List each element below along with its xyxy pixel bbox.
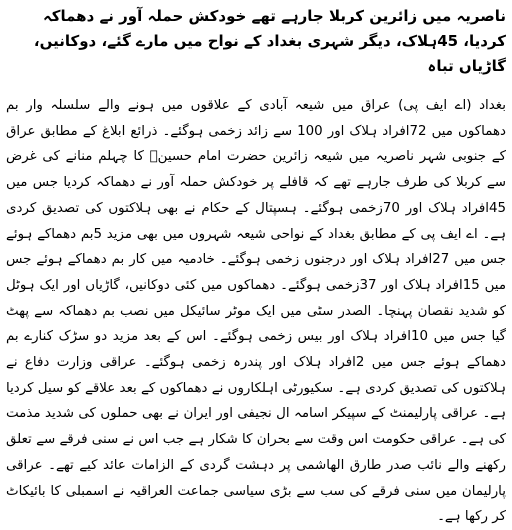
article-body: بغداد (اے ایف پی) عراق میں شیعہ آبادی کے علاقوں میں ہونے والے سلسلہ وار بم دھماکوں میں 72افراد ہلاک اور 100 سے زائد زخمی ہوگئے۔ ذرائع ابلاغ کے مطابق عراق کے جنوبی شہر ناصریہ میں شیعہ زائرین حضرت امام حسینؓ کا چہلم منانے کی غرض سے کربلا کی طرف جارہے تھے کہ قافلے پر خودکش حملہ آور نے دھماکہ کردیا جس میں 45افراد ہلاک اور 70زخمی ہوگئے۔ ہسپتال کے حکام نے بھی ہلاکتوں کی تصدیق کردی ہے۔ اے ایف پی کے مطابق بغداد کے نواحی شیعہ شہروں میں بھی مزید 5بم دھماکے ہوئے جس میں 27افراد ہلاک اور درجنوں زخمی ہوگئے۔ خادمیہ میں کار بم دھماکے ہوئے جس میں 15افراد ہلاک اور 37زخمی ہوگئے۔ دھماکوں میں کئی دوکانیں، گاڑیاں اور ایک ہوٹل کو شدید نقصان پہنچا۔ الصدر سٹی میں ایک موٹر سائیکل میں نصب بم دھماکہ سے پھٹ گیا جس میں 10افراد ہلاک اور بیس زخمی ہوگئے۔ اس کے بعد مزید دو سڑک کنارے بم دھماکے ہوئے جس میں 2افراد ہلاک اور پندرہ زخمی ہوگئے۔ عراقی وزارت دفاع نے ہلاکتوں کی تصدیق کردی ہے۔ سکیورٹی اہلکاروں نے دھماکوں کے بعد علاقے کو سیل کردیا ہے۔ عراقی پارلیمنٹ کے سپیکر اسامہ ال نجیفی اور ایران نے بھی حملوں کی شدید مذمت کی ہے۔ عراقی حکومت اس وقت سے بحران کا شکار ہے جب اس نے سنی فرقے سے تعلق رکھنے والے نائب صدر طارق الھاشمی پر دہشت گردی کے الزامات عائد کیے تھے۔ عراقی پارلیمان میں سنی فرقے کی سب سے بڑی سیاسی جماعت العراقیہ نے اسمبلی کا بائیکاٹ کر رکھا ہے۔ — [6, 98, 507, 525]
article-headline: ناصریہ میں زائرین کربلا جارہے تھے خودکش حملہ آور نے دھماکہ کردیا، 45ہلاک، دیگر شہری بغداد کے نواح میں مارے گئے، دوکانیں، گاڑیاں تباہ — [33, 7, 506, 75]
